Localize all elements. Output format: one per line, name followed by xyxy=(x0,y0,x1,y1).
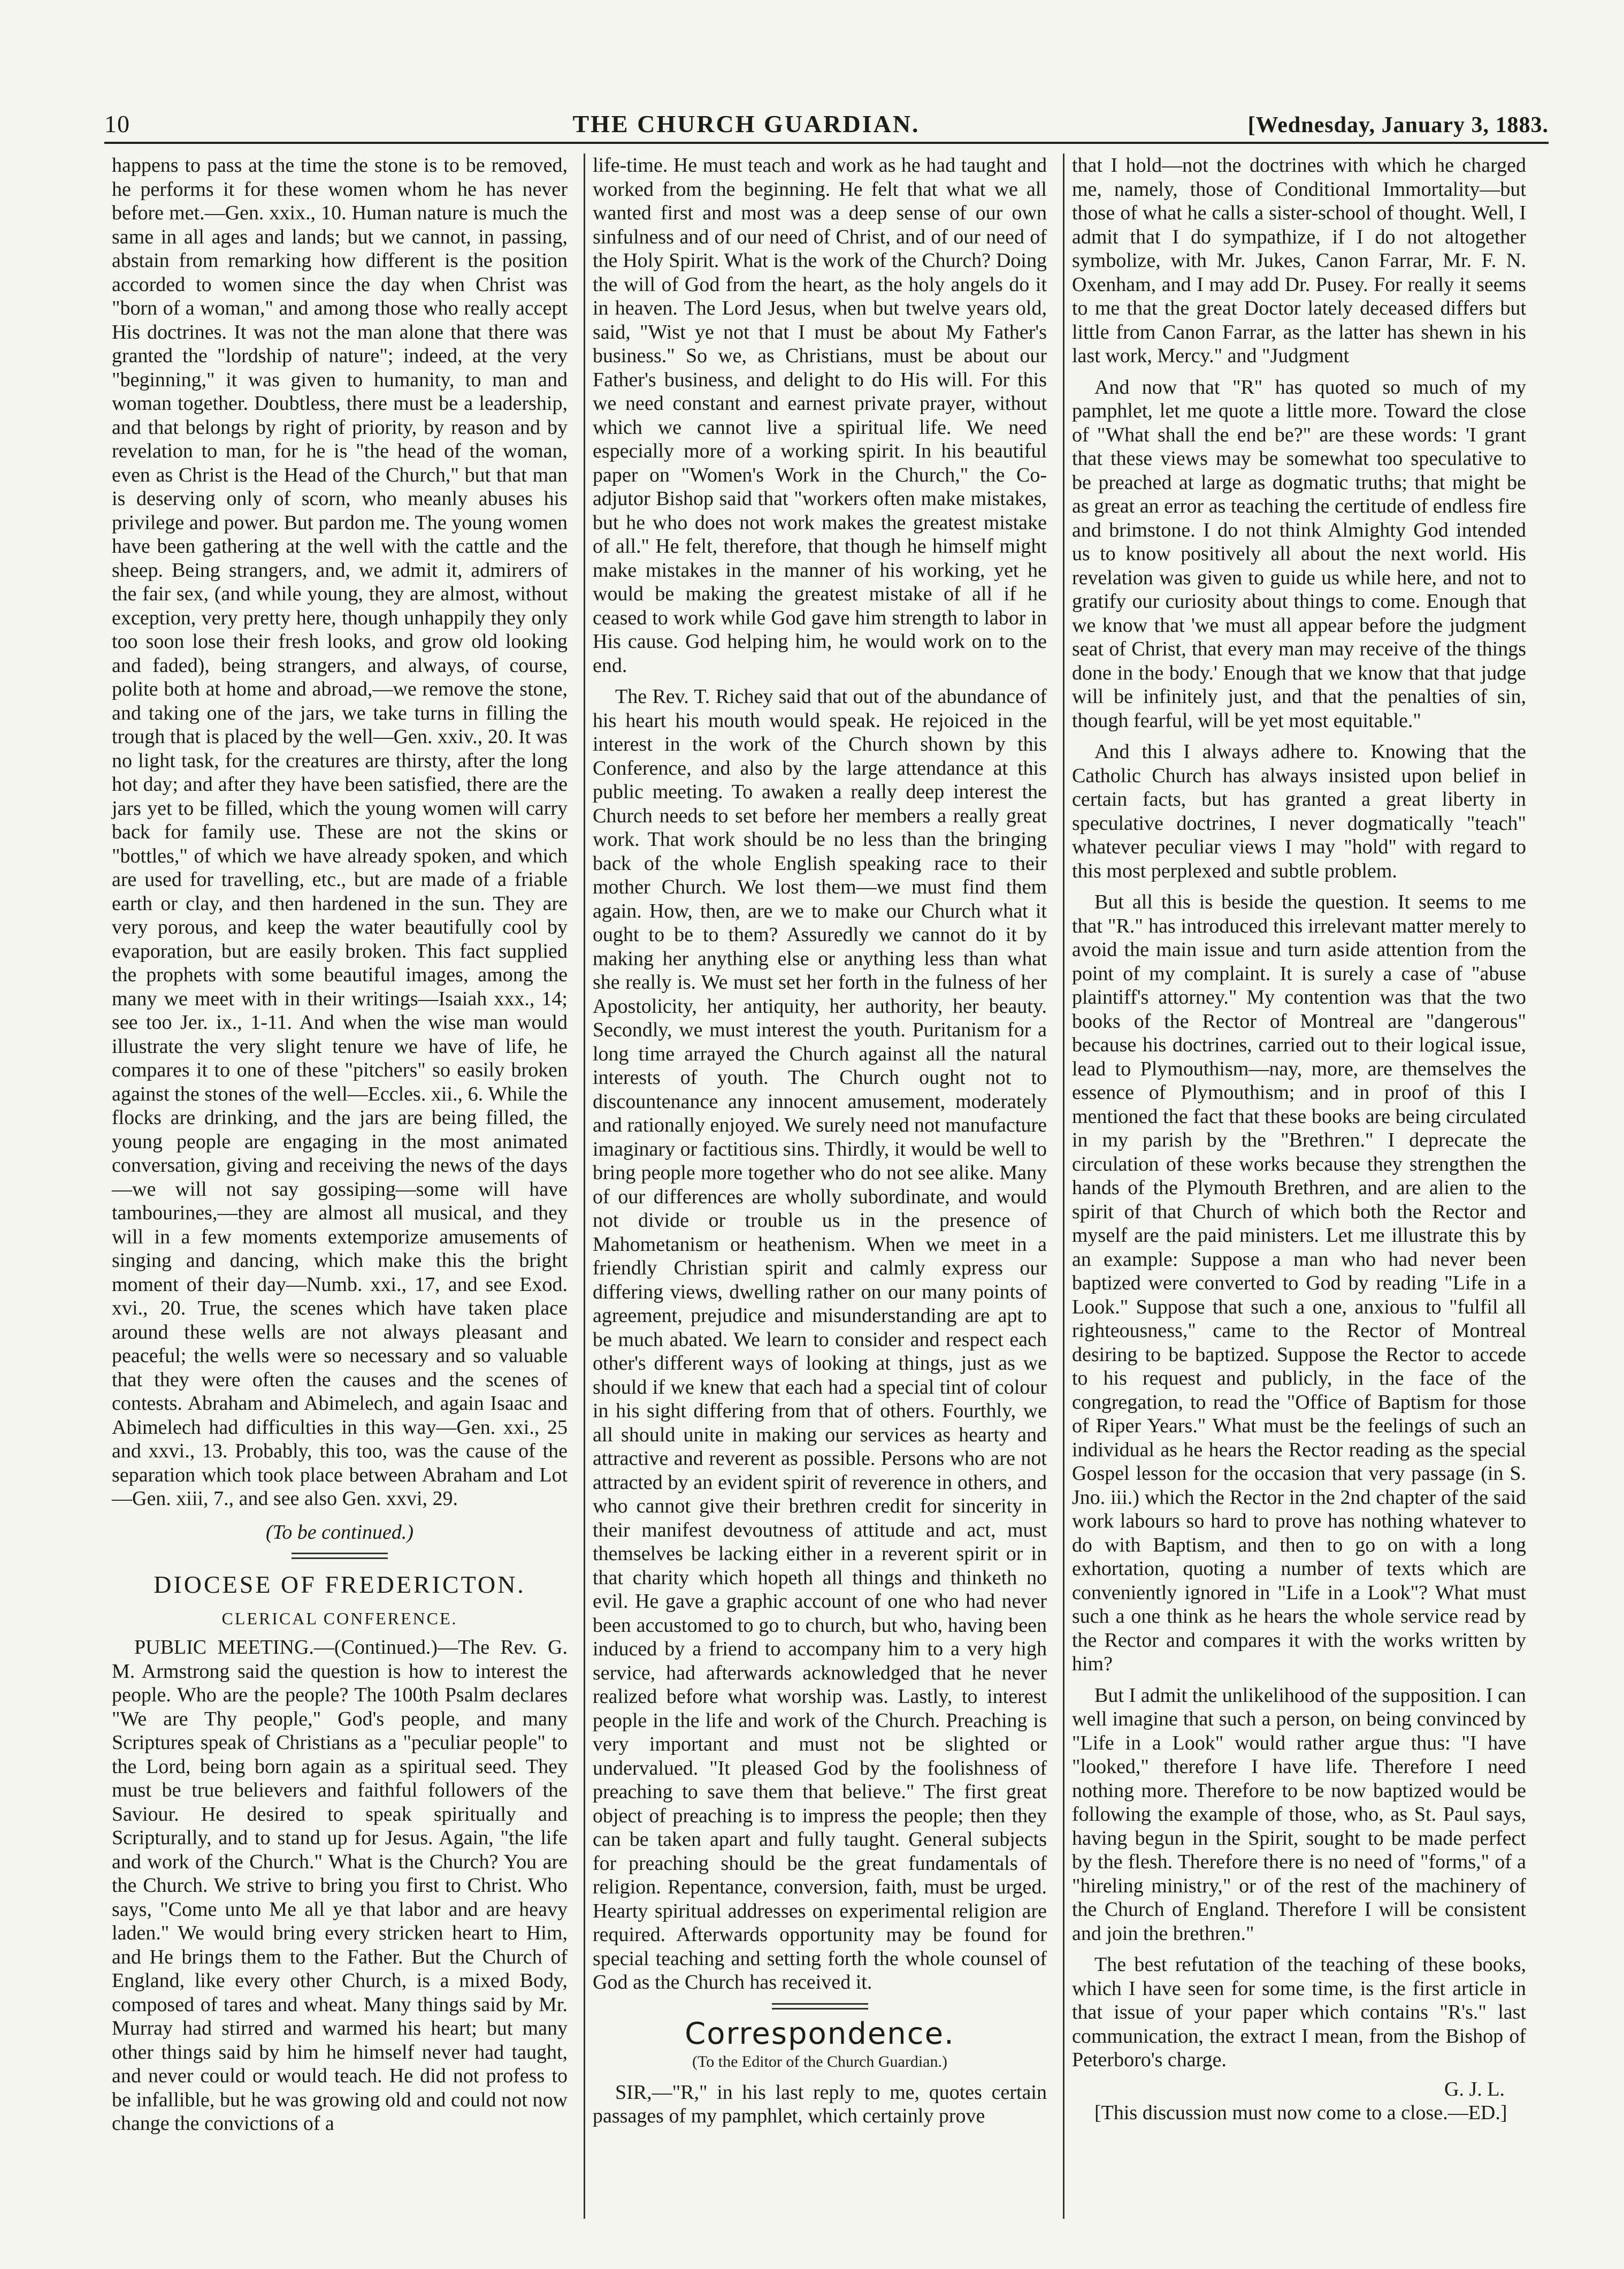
letter-paragraph: And now that "R" has quoted so much of my pamphlet, let me quote a little more. Toward the close of "What shall the end be?" are these words: 'I grant that these views may be somewhat too speculative to be preached at large as dogmatic truths; that might be as great an error as teaching the certitude of endless fire and brimstone. I do not think Almighty God intended us to know positively all about the next world. His revelation was given to guide us while here, and not to gratify our curiosity about things to come. Enough that we know that 'we must all appear before the judgment seat of Christ, that every man may receive of the things done in the body.' Enough that we know that that judge will be infinitely just, and that the penalties of sin, though fearful, will be yet most equitable." xyxy=(1072,376,1526,732)
letter-paragraph: But I admit the unlikelihood of the supposition. I can well imagine that such a person, on being convinced by "Life in a Look" would rather argue thus: "I have "looked," therefore I have life. Therefore I need nothing more. Therefore to be now baptized would be following the example of those, who, as St. Paul says, having begun in the Spirit, sought to be made perfect by the flesh. Therefore there is no need of "forms," of a "hireling ministry," or of the rest of the machinery of the Church of England. Therefore I will be consistent and join the brethren." xyxy=(1072,1684,1526,1945)
diocese-heading: DIOCESE OF FREDERICTON. xyxy=(154,1571,526,1598)
conference-subheading: CLERICAL CONFERENCE. xyxy=(221,1608,458,1628)
newspaper-page xyxy=(104,110,1549,2228)
editor-closing-note: [This discussion must now come to a close.—ED.] xyxy=(1094,2102,1507,2124)
masthead xyxy=(104,110,1549,144)
issue-date: [Wednesday, January 3, 1883. xyxy=(1247,113,1549,137)
letter-signature: G. J. L. xyxy=(1444,2077,1505,2100)
newspaper-title: THE CHURCH GUARDIAN. xyxy=(572,110,920,137)
article-paragraph: life-time. He must teach and work as he had taught and worked from the beginning. He felt that what we all wanted first and most was a deep sense of our own sinfulness and of our need of Christ, and of our need of the Holy Spirit. What is the work of the Church? Doing the will of God from the heart, as the holy angels do it in heaven. The Lord Jesus, when but twelve years old, said, "Wist ye not that I must be about My Father's business." So we, as Christians, must be about our Father's business, and delight to do His will. For this we need constant and earnest private prayer, without which we cannot live a spiritual life. We need especially more of a working spirit. In his beautiful paper on "Women's Work in the Church," the Co-adjutor Bishop said that "workers often make mistakes, but he who does not work makes the greatest mistake of all." He felt, therefore, that though he himself might make mistakes in the manner of his working, yet he would be making the greatest mistake of all if he ceased to work while God gave him strength to labor in His cause. God helping him, he would work on to the end. xyxy=(593,154,1047,677)
editor-address: (To the Editor of the Church Guardian.) xyxy=(692,2053,947,2071)
article-paragraph: PUBLIC MEETING.—(Continued.)—The Rev. G. M. Armstrong said the question is how to interest the people. Who are the people? The 100th Psalm declares "We are Thy people," God's people, and many Scriptures speak of Christians as a "peculiar people" to the Lord, being born again as a spiritual seed. They must be true believers and faithful followers of the Saviour. He desired to speak spiritually and Scripturally, and to stand up for Jesus. Again, "the life and work of the Church." What is the Church? You are the Church. We strive to bring you first to Christ. Who says, "Come unto Me all ye that labor and are heavy laden." We would bring every stricken heart to Him, and He brings them to the Father. But the Church of England, like every other Church, is a mixed Body, composed of tares and wheat. Many things said by Mr. Murray had stirred and warmed his heart; but many other things said by him he himself never had taught, and never could or would teach. He did not profess to be infallible, but he was growing old and could not now change the convictions of a xyxy=(112,1636,568,2135)
article-paragraph: The Rev. T. Richey said that out of the abundance of his heart his mouth would speak. He rejoiced in the interest in the work of the Church shown by this Conference, and also by the large attendance at this public meeting. To awaken a really deep interest the Church needs to set before her members a really great work. That work should be no less than the bringing back of the whole English speaking race to their mother Church. We lost them—we must find them again. How, then, are we to make our Church what it ought to be to them? Assuredly we cannot do it by making her anything else or anything less than what she really is. We must set her forth in the fulness of her Apostolicity, her antiquity, her authority, her beauty. Secondly, we must interest the youth. Puritanism for a long time arrayed the Church against all the natural interests of youth. The Church ought not to discountenance any innocent amusement, moderately and rationally enjoyed. We surely need not manufacture imaginary or factitious sins. Thirdly, it would be well to bring people more together who do not see alike. Many of our differences are wholly subordinate, and would not divide or trouble us in the presence of Mahometanism or heathenism. When we meet in a friendly Christian spirit and calmly express our differing views, dwelling rather on our many points of agreement, prejudice and misunderstanding are apt to be much abated. We learn to consider and respect each other's different ways of looking at things, just as we should if we knew that each had a special tint of colour in his sight differing from that of others. Fourthly, we all should unite in making our services as hearty and attractive and reverent as possible. Persons who are not attracted by an evident spirit of reverence in others, and who cannot give their brethren credit for sincerity in their manifest devoutness of attitude and act, must themselves be lacking either in a reverent spirit or in that charity which hopeth all things and thinketh no evil. He gave a graphic account of one who had never been accustomed to go to church, but who, having been induced by a friend to accompany him to a very high service, had afterwards acknowledged that he never realized before what worship was. Lastly, to interest people in the life and work of the Church. Preaching is very important and must not be slighted or undervalued. "It pleased God by the foolishness of preaching to save them that believe." The first great object of preaching is to impress the people; then they can be taken apart and fully taught. General subjects for preaching should be the great fundamentals of religion. Repentance, conversion, faith, must be urged. Hearty spiritual addresses on experimental religion are required. Afterwards opportunity may be found for special teaching and setting forth the whole counsel of God as the Church has received it. xyxy=(593,685,1047,1993)
letter-paragraph: And this I always adhere to. Knowing that the Catholic Church has always insisted upon belief in certain facts, but has granted a great liberty in speculative doctrines, I never dogmatically "teach" whatever peculiar views I may "hold" with regard to this most perplexed and subtle problem. xyxy=(1072,740,1526,882)
ornament-divider xyxy=(772,2003,868,2010)
to-be-continued: (To be continued.) xyxy=(265,1521,414,1544)
article-columns xyxy=(104,154,1549,2219)
article-paragraph: happens to pass at the time the stone is to be removed, he performs it for these women whom he has never before met.—Gen. xxix., 10. Human nature is much the same in all ages and lands; but we cannot, in passing, abstain from remarking how different is the position accorded to women since the day when Christ was "born of a woman," and among those who really accept His doctrines. It was not the man alone that there was granted the "lordship of nature"; indeed, at the very "beginning," it was given to humanity, to man and woman together. Doubtless, there must be a leadership, and that belongs by right of priority, by reason and by revelation to man, for he is "the head of the woman, even as Christ is the Head of the Church," but that man is deserving only of scorn, who meanly abuses his privilege and power. But pardon me. The young women have been gathering at the well with the cattle and the sheep. Being strangers, and, we admit it, admirers of the fair sex, (and while young, they are almost, without exception, very pretty here, though unhappily they only too soon lose their fresh looks, and grow old looking and faded), being strangers, and always, of course, polite both at home and abroad,—we remove the stone, and taking one of the jars, we take turns in filling the trough that is placed by the well—Gen. xxiv., 20. It was no light task, for the creatures are thirsty, after the long hot day; and after they have been satisfied, there are the jars yet to be filled, which the young women will carry back for family use. These are not the skins or "bottles," of which we have already spoken, and which are used for travelling, etc., but are made of a friable earth or clay, and then hardened in the sun. They are very porous, and keep the water beautifully cool by evaporation, but are easily broken. This fact supplied the prophets with some beautiful images, among the many we meet with in their writings—Isaiah xxx., 14; see too Jer. ix., 1-11. And when the wise man would illustrate the very slight tenure we have of life, he compares it to one of these "pitchers" so easily broken against the stones of the well—Eccles. xii., 6. While the flocks are drinking, and the jars are being filled, the young people are engaging in the most animated conversation, giving and receiving the news of the days—we will not say gossiping—some will have tambourines,—they are almost all musical, and they will in a few moments extemporize amusements of singing and dancing, which make this the bright moment of their day—Numb. xxi., 17, and see Exod. xvi., 20. True, the scenes which have taken place around these wells are not always pleasant and peaceful; the wells were so necessary and so valuable that they were often the causes and the scenes of contests. Abraham and Abimelech, and again Isaac and Abimelech had difficulties in this way—Gen. xxi., 25 and xxvi., 13. Probably, this too, was the cause of the separation which took place between Abraham and Lot—Gen. xiii, 7., and see also Gen. xxvi, 29. xyxy=(112,154,568,1510)
page-number: 10 xyxy=(104,110,130,137)
letter-opening: SIR,—"R," in his last reply to me, quotes certain passages of my pamphlet, which certainly prove xyxy=(593,2081,1047,2127)
column-3 xyxy=(1063,154,1534,2219)
ornament-divider xyxy=(292,1553,388,1559)
letter-paragraph: But all this is beside the question. It seems to me that "R." has introduced this irrelevant matter merely to avoid the main issue and turn aside attention from the point of my complaint. It is surely a case of "abuse plaintiff's attorney." My contention was that the two books of the Rector of Montreal are "dangerous" because his doctrines, carried out to their logical issue, lead to Plymouthism—nay, more, are themselves the essence of Plymouthism; and in proof of this I mentioned the fact that these books are being circulated in my parish by the "Brethren." I deprecate the circulation of these works because they strengthen the hands of the Plymouth Brethren, and are alien to the spirit of that Church of which both the Rector and myself are the paid ministers. Let me illustrate this by an example: Suppose a man who had never been baptized were converted to God by reading "Life in a Look." Suppose that such a one, anxious to "fulfil all righteousness," came to the Rector of Montreal desiring to be baptized. Suppose the Rector to accede to his request and publicly, in the face of the congregation, to read the "Office of Baptism for those of Riper Years." What must be the feelings of such an individual as he hears the Rector reading as the special Gospel lesson for the occasion that very passage (in S. Jno. iii.) which the Rector in the 2nd chapter of the said work labours so hard to prove has nothing whatever to do with Baptism, and then to go on with a long exhortation, quoting a number of texts which are conveniently ignored in "Life in a Look"? What must such a one think as he hears the whole service read by the Rector and compares it with the works written by him? xyxy=(1072,891,1526,1675)
column-2 xyxy=(584,154,1054,2219)
letter-paragraph: that I hold—not the doctrines with which he charged me, namely, those of Conditional Immortality—but those of what he calls a sister-school of thought. Well, I admit that I do sympathize, if I do not altogether symbolize, with Mr. Jukes, Canon Farrar, Mr. F. N. Oxenham, and I may add Dr. Pusey. For really it seems to me that the great Doctor lately deceased differs but little from Canon Farrar, as the latter has shewn in his last work, Mercy." and "Judgment xyxy=(1072,154,1526,367)
letter-paragraph: The best refutation of the teaching of these books, which I have seen for some time, is the first article in that issue of your paper which contains "R's." last communication, the extract I mean, from the Bishop of Peterboro's charge. xyxy=(1072,1953,1526,2071)
correspondence-heading: Correspondence. xyxy=(685,2016,955,2051)
column-1 xyxy=(104,154,575,2219)
